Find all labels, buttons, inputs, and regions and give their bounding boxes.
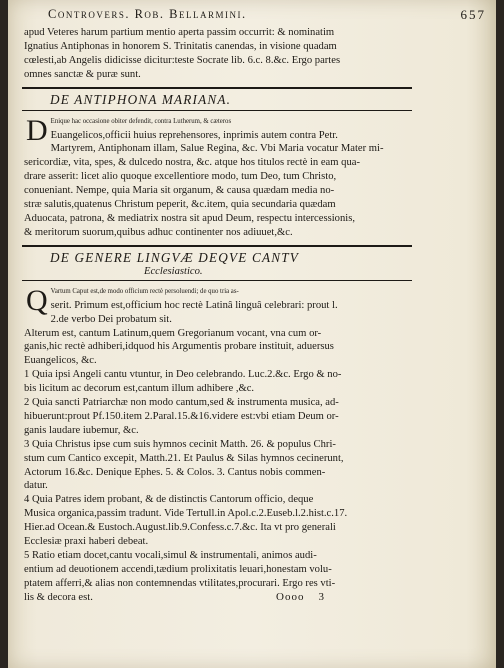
- text-line: Aduocata, patrona, & mediatrix nostra sit apud Deum, respectu intercessionis,: [24, 212, 355, 224]
- page-text-block: [24, 4, 486, 605]
- text-line: 2.de verbo Dei probatum sit.: [50, 313, 172, 325]
- text-line: Ecclesiæ praxi haberi debeat.: [24, 536, 149, 548]
- intro-paragraph: [24, 26, 410, 82]
- text-line: 2 Quia sancti Patriarchæ non modo cantum,sed & instrumenta musica, ad-: [24, 397, 339, 409]
- section-genere-linguae: [24, 285, 410, 605]
- text-line: 5 Ratio etiam docet,cantu vocali,simul & instrumentali, animos audi-: [24, 550, 317, 561]
- drop-capital: D: [26, 113, 48, 147]
- text-line: Euangelicos,officii huius reprehensores, inprimis autem contra Petr.: [50, 129, 338, 141]
- section-subheading: Ecclesiastico.: [144, 265, 203, 277]
- text-line: Vartum Caput est,de modo officium rectè persoluendi; de quo tria as-: [50, 287, 239, 295]
- text-line: Euangelicos, &c.: [24, 355, 97, 367]
- text-line: Enique hac occasione obiter defendit, contra Lutherum, & cæteros: [50, 117, 232, 125]
- text-line: Hier.ad Ocean.& Eustoch.August.lib.9.Confess.c.7.&c. Ita vt pro generali: [24, 522, 336, 534]
- section-heading: DE GENERE LINGVÆ DEQVE CANTV: [50, 249, 299, 265]
- text-line: ptatem afferri,& alias non contemnendas vtilitates,procurari. Ergo res vti-: [24, 577, 336, 589]
- text-line: apud Veteres harum partium mentio aperta passim occurrit: & nominatim: [24, 27, 335, 38]
- page-header: [24, 4, 486, 26]
- running-title: Controvers. Rob. Bellarmini.: [48, 7, 247, 21]
- text-line: Alterum est, cantum Latinum,quem Gregorianum vocant, vna cum or-: [24, 327, 322, 339]
- text-line: 3 Quia Christus ipse cum suis hymnos cecinit Matth. 26. & populus Chri-: [24, 438, 336, 450]
- text-line: drare asserit: licet alio quoque excellentiore modo, tum Deo, tum Christo,: [24, 171, 337, 183]
- text-line: stum cum Cantico excepit, Matth.21. Et Paulus & Silas hymnos cecinerunt,: [24, 452, 344, 464]
- text-line: Musica organica,passim tradunt. Vide Tertull.in Apol.c.2.Euseb.l.2.hist.c.17.: [24, 508, 348, 520]
- signature-letters: Oooo: [276, 590, 305, 603]
- text-line: Ignatius Antiphonas in honorem S. Trinitatis canendas, in visione quadam: [24, 40, 337, 52]
- section-rule-bottom: [22, 280, 412, 281]
- text-line: [24, 591, 410, 605]
- text-line: omnes sanctæ & puræ sunt.: [24, 68, 141, 80]
- page-number: 657: [460, 7, 486, 22]
- text-line: ganis laudare iubemur, &c.: [24, 424, 139, 436]
- section-rule-bottom: [22, 110, 412, 111]
- text-line: cœlesti,ab Angelis didicisse dicitur:teste Socrate lib. 6.c. 8.&c. Ergo partes: [24, 54, 341, 66]
- text-line: bis licitum ac decorum est,cantum illum adhibere ,&c.: [24, 383, 255, 395]
- text-line: serit. Primum est,officium hoc rectè Latinâ linguâ celebrari: prout l.: [50, 299, 338, 311]
- section-rule-top: [22, 87, 412, 89]
- section-heading: DE ANTIPHONA MARIANA.: [50, 91, 232, 107]
- text-line: hibuerunt:prout Pf.150.item 2.Paral.15.&16.videre est:vbi etiam Deum or-: [24, 410, 339, 422]
- text-line: 1 Quia ipsi Angeli cantu vtuntur, in Deo celebrando. Luc.2.&c. Ergo & no-: [24, 369, 342, 381]
- text-line: 4 Quia Patres idem probant, & de distinctis Cantorum officio, deque: [24, 494, 314, 506]
- text-line: Actorum 16.&c. Denique Ephes. 5. & Colos. 3. Cantus nobis commen-: [24, 466, 326, 478]
- text-line: ganis,hic rectè adhiberi,idquod his Argumentis probare instituit, aduersus: [24, 341, 334, 353]
- text-line: datur.: [24, 480, 48, 492]
- section-rule-top: [22, 245, 412, 247]
- text-line: & meritorum suorum,quibus adhuc continenter nos adiuuet,&c.: [24, 226, 293, 238]
- text-line: entium ad deuotionem accendi,tædium prolixitatis leuari,honestam volu-: [24, 563, 332, 575]
- drop-capital: Q: [26, 283, 48, 317]
- text-line: conueniant. Nempe, quia Maria sit organum, & causa quædam media no-: [24, 185, 335, 197]
- text-line: Martyrem, Antiphonam illam, Salue Regina, &c. Vbi Maria vocatur Mater mi-: [50, 143, 384, 155]
- signature-number: 3: [318, 590, 325, 603]
- book-page: [8, 0, 496, 668]
- signature-mark: [276, 591, 325, 605]
- text-line: sericordiæ, vita, spes, & dulcedo nostra, &c. atque hos titulos rectè in eam qua-: [24, 157, 360, 169]
- text-line: stræ salutis,quatenus Christum peperit, &c.item, quia secundaria quædam: [24, 199, 336, 211]
- section-antiphona-mariana: [24, 115, 410, 240]
- text-line-content: lis & decora est.: [24, 591, 93, 603]
